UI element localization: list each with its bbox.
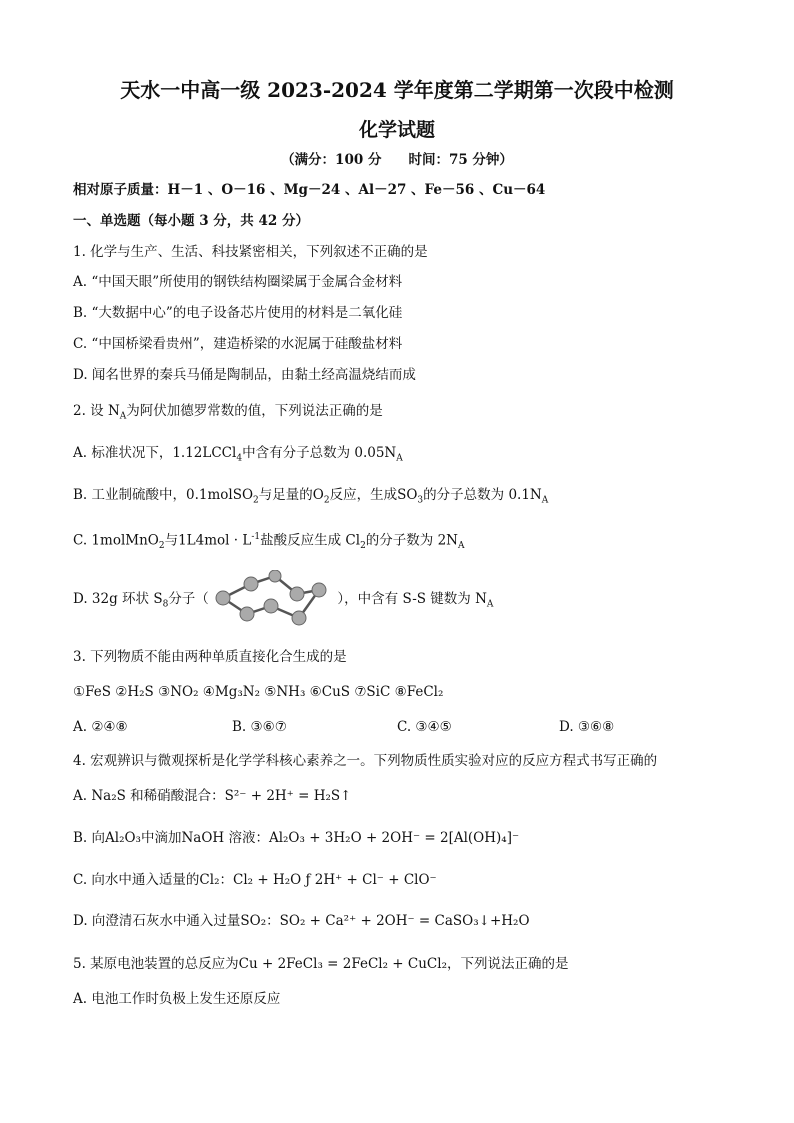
q2-stem-rest: 为阿伏加德罗常数的值，下列说法正确的是 bbox=[126, 403, 383, 419]
q4-stem: 4. 宏观辨识与微观探析是化学学科核心素养之一。下列物质性质实验对应的反应方程式书写正确的 bbox=[73, 753, 658, 769]
q2d-subA: A bbox=[486, 599, 494, 610]
q2c-sub2b: 2 bbox=[360, 541, 366, 552]
exam-title: 天水一中高一级 2023-2024 学年度第二学期第一次段中检测 bbox=[120, 78, 674, 102]
q2c-sub2a: 2 bbox=[158, 541, 165, 552]
q2a-sub4: 4 bbox=[236, 453, 243, 464]
q2a-tail: 中含有分子总数为 0.05N bbox=[242, 445, 397, 461]
q2d-mid: 分子（ bbox=[168, 591, 209, 607]
exam-meta: （满分：100 分 时间：75 分钟） bbox=[281, 152, 513, 168]
q2-stem bbox=[73, 402, 383, 426]
q2c-subA: A bbox=[458, 541, 465, 552]
q1-option-b: B. “大数据中心”的电子设备芯片使用的材料是二氧化硅 bbox=[73, 305, 403, 321]
q2a-text: A. 标准状况下，1.12LCCl bbox=[73, 445, 237, 461]
q4-option-a: A. Na₂S 和稀硝酸混合：S²⁻ + 2H⁺ = H₂S↑ bbox=[73, 788, 352, 804]
atomic-masses: 相对原子质量：H－1 、O－16 、Mg－24 、Al－27 、Fe－56 、Cu－64 bbox=[73, 182, 546, 198]
q2d-text: D. 32g 环状 S bbox=[73, 591, 163, 607]
q2c-tail: 的分子数为 2N bbox=[365, 532, 458, 549]
q2d-sub8: 8 bbox=[162, 599, 169, 610]
section-heading: 一、单选题（每小题 3 分，共 42 分） bbox=[73, 213, 309, 229]
q2c-mid2: 盐酸反应生成 Cl bbox=[260, 532, 361, 549]
q3-stem: 3. 下列物质不能由两种单质直接化合生成的是 bbox=[73, 649, 347, 665]
q3-items: ①FeS ②H₂S ③NO₂ ④Mg₃N₂ ⑤NH₃ ⑥CuS ⑦SiC ⑧FeCl₂ bbox=[73, 684, 444, 700]
q4-option-b: B. 向Al₂O₃中滴加NaOH 溶液：Al₂O₃ + 3H₂O + 2OH⁻ = 2[Al(OH)₄]⁻ bbox=[73, 830, 520, 846]
q3-option-c: C. ③④⑤ bbox=[397, 719, 452, 735]
q3-option-a: A. ②④⑧ bbox=[73, 719, 128, 735]
q2b-sub3: 3 bbox=[417, 495, 424, 506]
s8-molecule-icon bbox=[213, 570, 333, 630]
q2b-sub2a: 2 bbox=[253, 495, 259, 506]
q5-option-a: A. 电池工作时负极上发生还原反应 bbox=[73, 991, 281, 1007]
q1-stem: 1. 化学与生产、生活、科技紧密相关，下列叙述不正确的是 bbox=[73, 244, 428, 260]
q2c-mid: 与1L4mol · L bbox=[164, 532, 252, 549]
q2-option-a bbox=[73, 444, 403, 468]
q3-option-b: B. ③⑥⑦ bbox=[232, 719, 287, 735]
q2b-mid2: 反应，生成SO bbox=[329, 487, 418, 503]
q2b-text: B. 工业制硫酸中，0.1molSO bbox=[73, 487, 254, 503]
q2b-subA: A bbox=[541, 495, 549, 506]
q1-option-a: A. “中国天眼”所使用的钢铁结构圈梁属于金属合金材料 bbox=[73, 274, 403, 290]
q4-option-c: C. 向水中通入适量的Cl₂：Cl₂ + H₂O ƒ 2H⁺ + Cl⁻ + ClO⁻ bbox=[73, 872, 437, 888]
q2a-subA: A bbox=[396, 453, 403, 464]
q3-option-d: D. ③⑥⑧ bbox=[559, 719, 615, 735]
q2-option-d bbox=[73, 590, 493, 614]
q2b-mid1: 与足量的O bbox=[258, 487, 324, 503]
q2-option-c bbox=[73, 528, 465, 555]
q2c-sup: -1 bbox=[251, 532, 261, 542]
q1-option-c: C. “中国桥梁看贵州”，建造桥梁的水泥属于硅酸盐材料 bbox=[73, 336, 403, 352]
q4-option-d: D. 向澄清石灰水中通入过量SO₂：SO₂ + Ca²⁺ + 2OH⁻ = CaSO₃↓+H₂O bbox=[73, 913, 530, 929]
q5-stem: 5. 某原电池装置的总反应为Cu + 2FeCl₃ = 2FeCl₂ + CuCl₂，下列说法正确的是 bbox=[73, 956, 569, 972]
q2c-text: C. 1molMnO bbox=[73, 532, 159, 549]
subject-title: 化学试题 bbox=[358, 119, 435, 141]
q2-stem-text: 2. 设 N bbox=[73, 403, 120, 419]
q2-stem-sub: A bbox=[119, 411, 127, 422]
q1-option-d: D. 闻名世界的秦兵马俑是陶制品，由黏土经高温烧结而成 bbox=[73, 367, 416, 383]
q2b-tail: 的分子总数为 0.1N bbox=[423, 487, 542, 503]
q2b-sub2b: 2 bbox=[323, 495, 330, 506]
q2d-tail: ），中含有 S-S 键数为 N bbox=[337, 591, 487, 607]
q2-option-b bbox=[73, 486, 548, 510]
